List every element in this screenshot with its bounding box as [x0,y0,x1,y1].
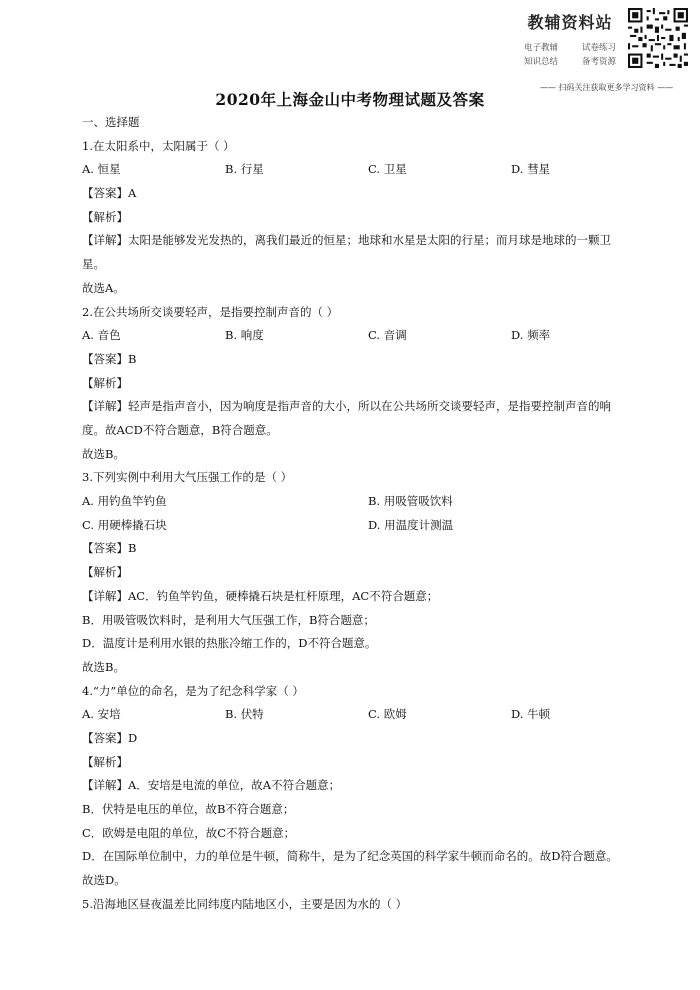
answer: 【答案】B [82,541,137,556]
option-b: B. 响度 [225,328,264,343]
detail-line: B．用吸管吸饮料时，是利用大气压强工作，B符合题意； [82,612,375,627]
answer: 【答案】B [82,351,137,366]
option-d: D. 频率 [511,328,551,343]
brand-tag: 备考资源 [581,57,616,67]
detail-line: B．伏特是电压的单位，故B不符合题意； [82,802,295,816]
option-b: B. 行星 [225,162,264,177]
option-c: C. 卫星 [368,162,407,177]
options-row [82,514,622,538]
question-stem: 3.下列实例中利用大气压强工作的是（ ） [82,470,293,485]
conclusion: 故选A。 [82,280,125,295]
conclusion: 故选D。 [82,873,126,888]
question-stem: 5.沿海地区昼夜温差比同纬度内陆地区小，主要是因为水的（ ） [82,896,408,911]
analysis-label: 【解析】 [82,375,128,390]
brand-tag: 知识总结 [523,57,558,67]
option-d: D. 用温度计测温 [368,517,454,532]
detail-line: 【详解】A．安培是电流的单位，故A不符合题意； [82,778,341,793]
conclusion: 故选B。 [82,446,125,461]
options-row [82,324,622,348]
page-title: 2020年上海金山中考物理试题及答案 [215,90,485,109]
answer: 【答案】A [82,186,137,201]
option-b: B. 用吸管吸饮料 [368,494,453,509]
option-a: A. 音色 [82,328,121,343]
option-c: C. 音调 [368,328,407,343]
question-stem: 2.在公共场所交谈要轻声，是指要控制声音的（ ） [82,304,339,319]
section-heading: 一、选择题 [82,115,140,129]
options-row [82,703,622,727]
option-d: D. 彗星 [511,162,551,177]
qr-code-icon[interactable] [628,8,688,68]
brand-block [515,10,625,67]
scan-prompt: —— 扫码关注获取更多学习资料 —— [540,83,674,92]
detail-line: 【详解】AC．钓鱼竿钓鱼，硬棒撬石块是杠杆原理，AC不符合题意； [82,588,439,603]
detail-text: 【详解】轻声是指声音小，因为响度是指声音的大小，所以在公共场所交谈要轻声，是指要控制声音的响度。故ACD不符合题意，B符合题意。 [82,399,611,437]
option-c: C. 欧姆 [368,707,407,722]
detail-line: C．欧姆是电阻的单位，故C不符合题意； [82,825,296,840]
option-a: A. 用钓鱼竿钓鱼 [82,494,167,509]
brand-tags [515,41,625,67]
question-stem: 1.在太阳系中，太阳属于（ ） [82,138,235,153]
detail-text: D．在国际单位制中，力的单位是牛顿，简称牛，是为了纪念英国的科学家牛顿而命名的。故D符合题意。 [82,849,618,864]
option-a: A. 恒星 [82,162,121,177]
answer: 【答案】D [82,730,138,745]
brand-title: 教辅资料站 [527,13,613,32]
option-c: C. 用硬棒撬石块 [82,517,167,532]
option-a: A. 安培 [82,707,121,722]
option-d: D. 牛顿 [511,707,551,722]
brand-tag: 试卷练习 [581,43,616,53]
analysis-label: 【解析】 [82,754,128,769]
detail-line: D．温度计是利用水银的热胀冷缩工作的，D不符合题意。 [82,636,377,651]
brand-tag: 电子教辅 [523,43,558,53]
analysis-label: 【解析】 [82,209,128,224]
analysis-label: 【解析】 [82,565,128,580]
conclusion: 故选B。 [82,659,125,674]
detail-text: 【详解】太阳是能够发光发热的，离我们最近的恒星；地球和水星是太阳的行星；而月球是地球的一颗卫星。 [82,233,611,272]
options-row [82,490,622,514]
question-stem: 4.“力”单位的命名，是为了纪念科学家（ ） [82,683,304,698]
option-b: B. 伏特 [225,707,264,722]
options-row [82,158,622,182]
document-body [82,111,622,916]
